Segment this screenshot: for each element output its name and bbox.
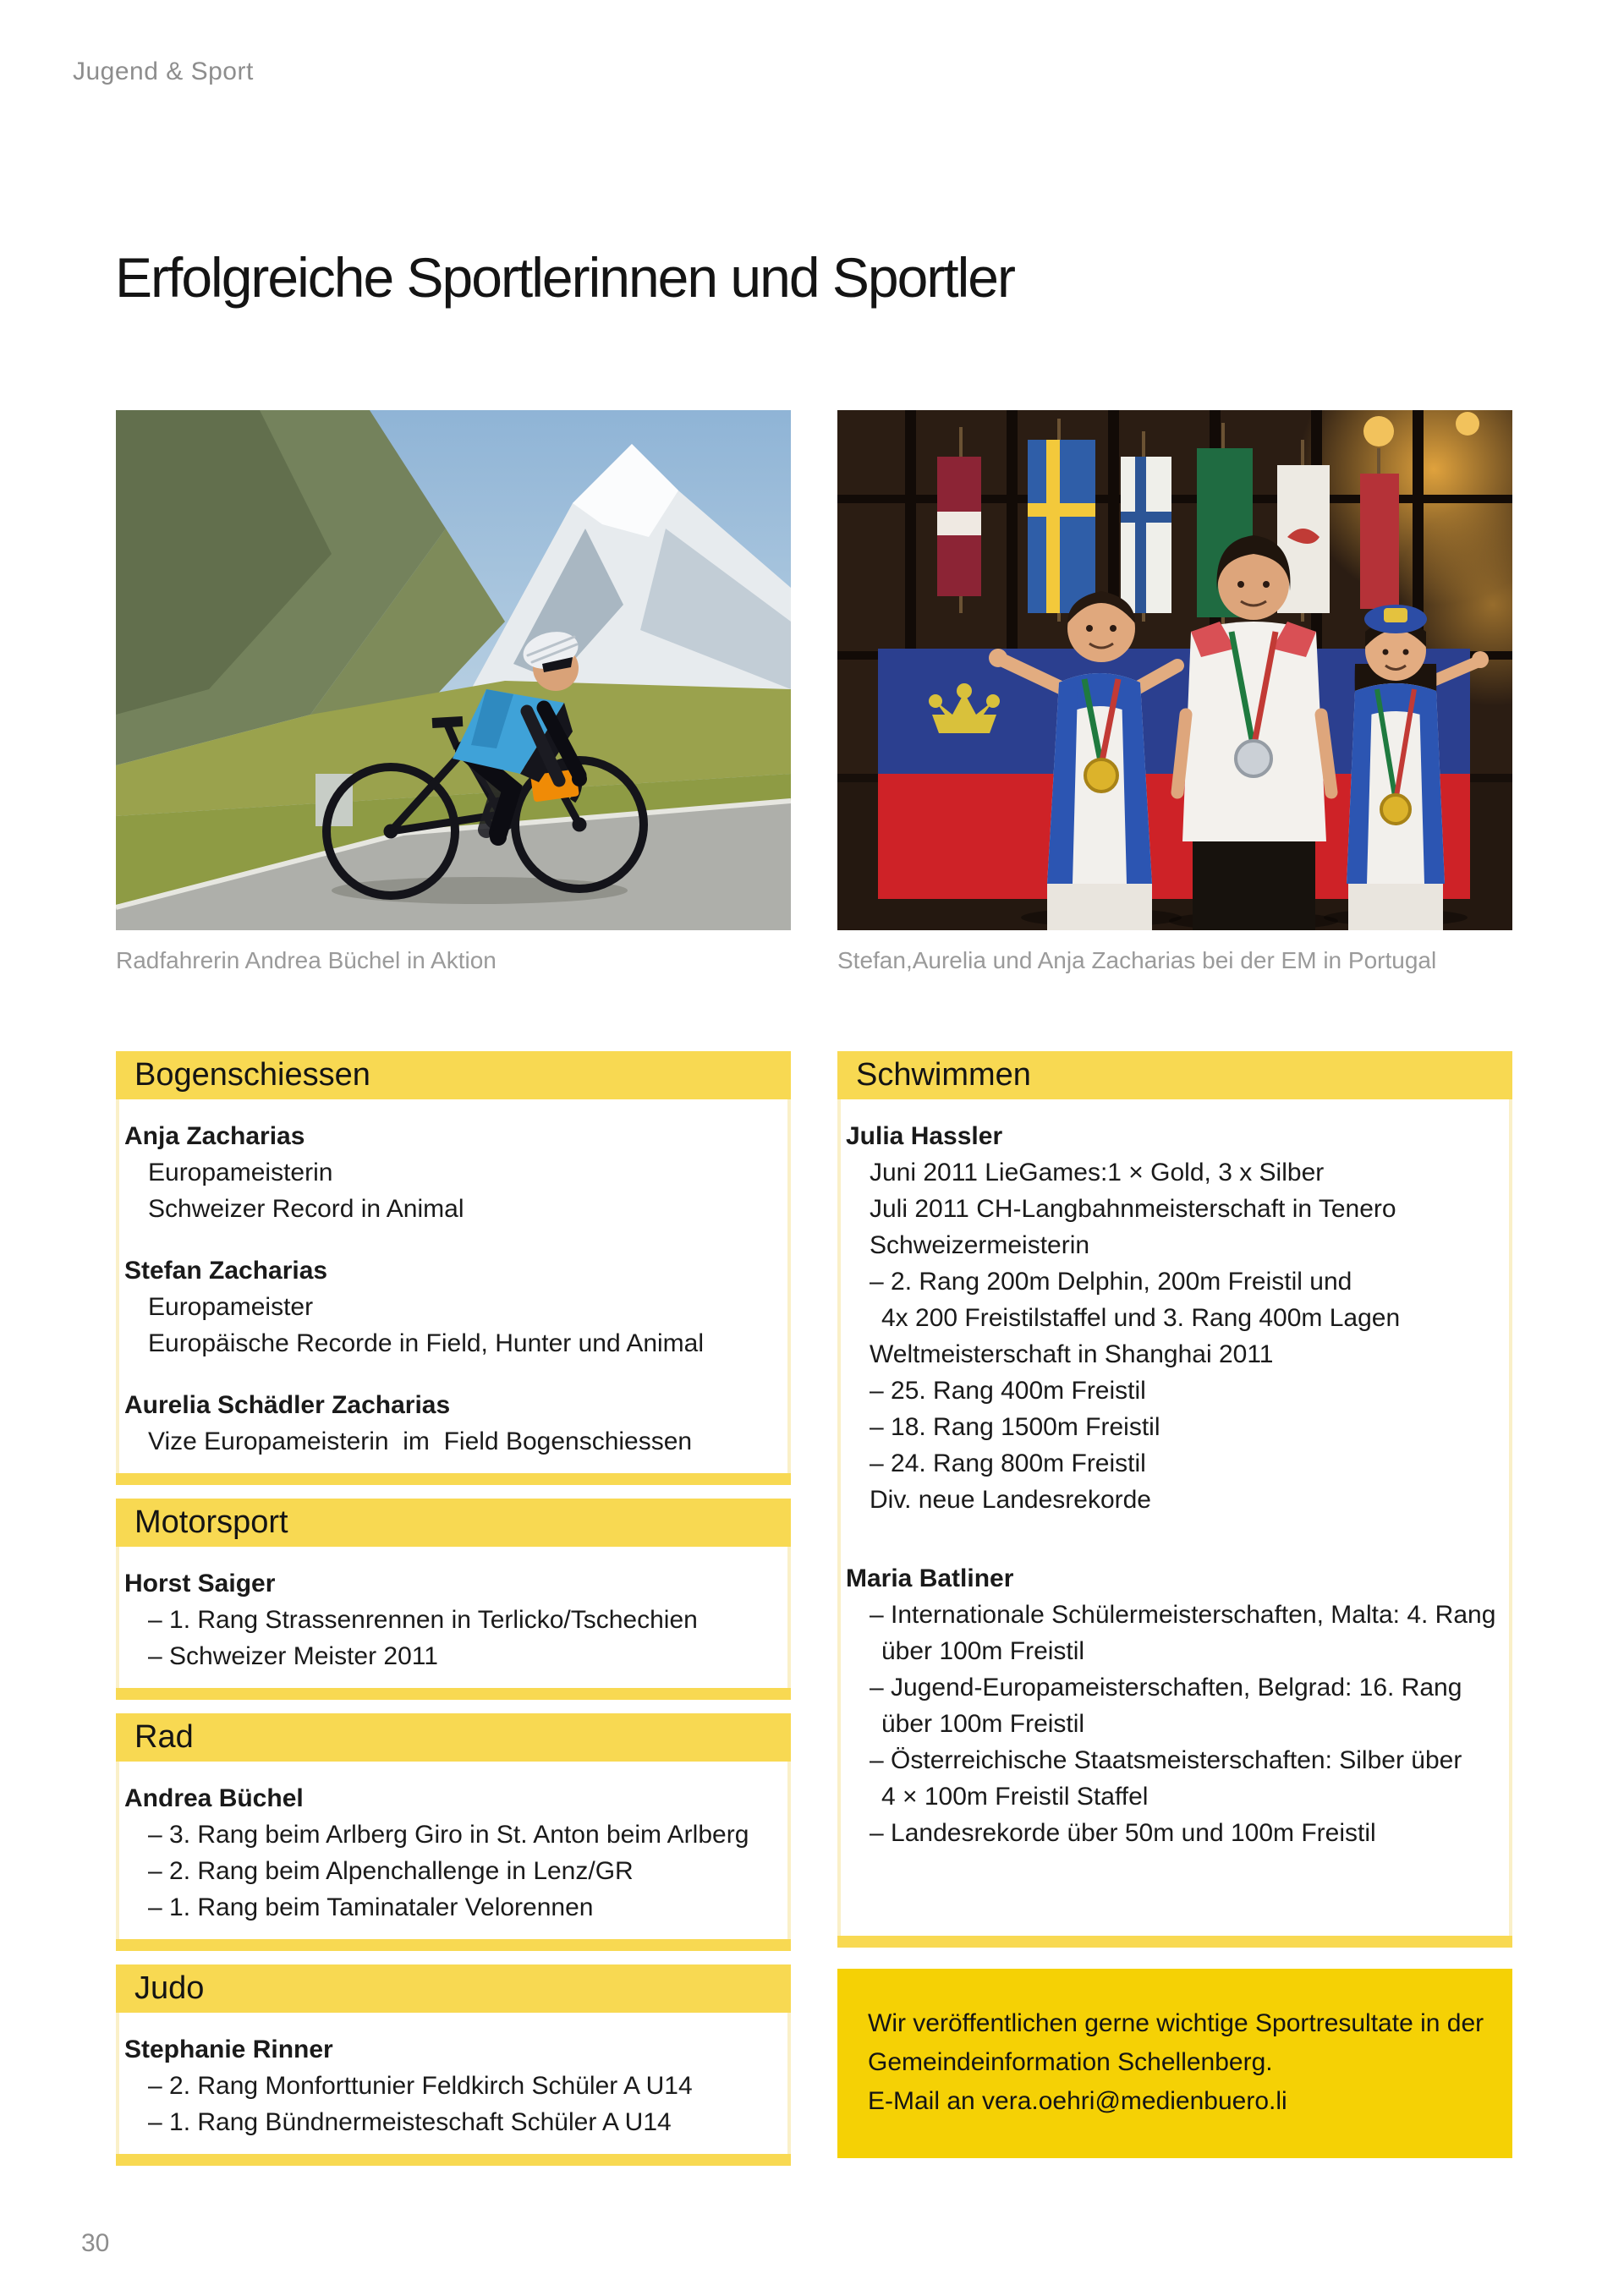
result-line: – 2. Rang beim Alpenchallenge in Lenz/GR <box>148 1857 634 1885</box>
section-footer-bar <box>116 1939 791 1951</box>
section-header <box>837 1051 1512 1099</box>
result-line: Div. neue Landesrekorde <box>870 1486 1151 1514</box>
section-body <box>116 1099 791 1473</box>
section-title: Bogenschiessen <box>134 1057 370 1093</box>
result-line: – Schweizer Meister 2011 <box>148 1642 438 1670</box>
result-line: – 1. Rang Strassenrennen in Terlicko/Tschechien <box>148 1606 698 1634</box>
result-line: Weltmeisterschaft in Shanghai 2011 <box>870 1340 1274 1368</box>
athlete-name: Julia Hassler <box>846 1122 1003 1150</box>
result-line: – Jugend-Europameisterschaften, Belgrad: 16. Rang <box>870 1674 1462 1701</box>
section-title: Judo <box>134 1970 205 2006</box>
sport-section <box>116 1964 791 2166</box>
result-line: 4 × 100m Freistil Staffel <box>881 1783 1149 1811</box>
section-footer-bar <box>837 1936 1512 1948</box>
section-body <box>116 2013 791 2154</box>
result-line: – 2. Rang 200m Delphin, 200m Freistil und <box>870 1268 1352 1296</box>
result-line: Schweizermeisterin <box>870 1231 1090 1259</box>
result-line: – Internationale Schülermeisterschaften, Malta: 4. Rang <box>870 1601 1496 1629</box>
left-column <box>116 1051 791 2179</box>
page-number: 30 <box>81 2229 110 2257</box>
result-line: – 1. Rang beim Taminataler Velorennen <box>148 1893 594 1921</box>
right-column <box>837 1051 1512 2158</box>
left-sections <box>116 1051 791 2166</box>
silver-medal <box>1236 741 1271 776</box>
info-line: E-Mail an vera.oehri@medienbuero.li <box>868 2087 1287 2115</box>
section-title: Schwimmen <box>856 1057 1031 1093</box>
photo-caption-right: Stefan,Aurelia und Anja Zacharias bei der EM in Portugal <box>837 947 1437 973</box>
section-footer-bar <box>116 1688 791 1700</box>
result-line: Europameisterin <box>148 1159 333 1186</box>
page-title: Erfolgreiche Sportlerinnen und Sportler <box>115 246 1014 309</box>
info-line: Wir veröffentlichen gerne wichtige Sportresultate in der <box>868 2009 1484 2037</box>
sport-section <box>116 1051 791 1485</box>
photo-right-figure <box>837 410 1512 974</box>
medalists-photo <box>837 410 1512 930</box>
sport-section <box>116 1499 791 1700</box>
result-line: – 24. Rang 800m Freistil <box>870 1449 1146 1477</box>
gold-medal <box>1085 759 1117 792</box>
info-box <box>837 1969 1512 2158</box>
section-body <box>116 1762 791 1939</box>
section-body <box>116 1547 791 1688</box>
section-header <box>116 1964 791 2013</box>
athlete-name: Anja Zacharias <box>124 1122 305 1150</box>
athlete-name: Horst Saiger <box>124 1570 276 1597</box>
result-line: – 3. Rang beim Arlberg Giro in St. Anton beim Arlberg <box>148 1821 749 1849</box>
section-footer-bar <box>116 1473 791 1485</box>
result-line: Europameister <box>148 1293 314 1321</box>
section-body <box>837 1099 1512 1936</box>
result-line: – 18. Rang 1500m Freistil <box>870 1413 1160 1441</box>
info-line: Gemeindeinformation Schellenberg. <box>868 2048 1273 2076</box>
result-line: 4x 200 Freistilstaffel und 3. Rang 400m Lagen <box>881 1304 1401 1332</box>
photo-caption-left: Radfahrerin Andrea Büchel in Aktion <box>116 947 497 973</box>
section-title: Motorsport <box>134 1504 288 1540</box>
athlete-name: Maria Batliner <box>846 1564 1014 1592</box>
section-header <box>116 1713 791 1762</box>
result-line: Juli 2011 CH-Langbahnmeisterschaft in Tenero <box>870 1195 1396 1223</box>
sport-section <box>116 1713 791 1951</box>
result-line: Europäische Recorde in Field, Hunter und Animal <box>148 1329 705 1357</box>
athlete-name: Stefan Zacharias <box>124 1257 328 1285</box>
result-line: über 100m Freistil <box>881 1710 1085 1738</box>
result-line: Juni 2011 LieGames:1 × Gold, 3 x Silber <box>870 1159 1325 1186</box>
result-line: – Österreichische Staatsmeisterschaften: Silber über <box>870 1746 1462 1774</box>
section-footer-bar <box>116 2154 791 2166</box>
athlete-name: Andrea Büchel <box>124 1784 304 1812</box>
result-line: Schweizer Record in Animal <box>148 1195 464 1223</box>
cyclist-photo <box>116 410 791 930</box>
section-header <box>116 1499 791 1547</box>
result-line: – 25. Rang 400m Freistil <box>870 1377 1146 1405</box>
page-eyebrow: Jugend & Sport <box>73 58 254 85</box>
athlete-name: Aurelia Schädler Zacharias <box>124 1391 451 1419</box>
sport-section <box>837 1051 1512 1948</box>
section-title: Rad <box>134 1719 194 1755</box>
right-sections <box>837 1051 1512 1948</box>
result-line: über 100m Freistil <box>881 1637 1085 1665</box>
gold-medal <box>1381 795 1410 824</box>
result-line: – 2. Rang Monforttunier Feldkirch Schüler A U14 <box>148 2072 693 2100</box>
athlete-name: Stephanie Rinner <box>124 2036 333 2063</box>
result-line: – Landesrekorde über 50m und 100m Freistil <box>870 1819 1376 1847</box>
result-line: – 1. Rang Bündnermeisteschaft Schüler A U14 <box>148 2108 672 2136</box>
section-header <box>116 1051 791 1099</box>
photo-left-figure <box>116 410 791 974</box>
result-line: Vize Europameisterin im Field Bogenschiessen <box>148 1427 693 1455</box>
